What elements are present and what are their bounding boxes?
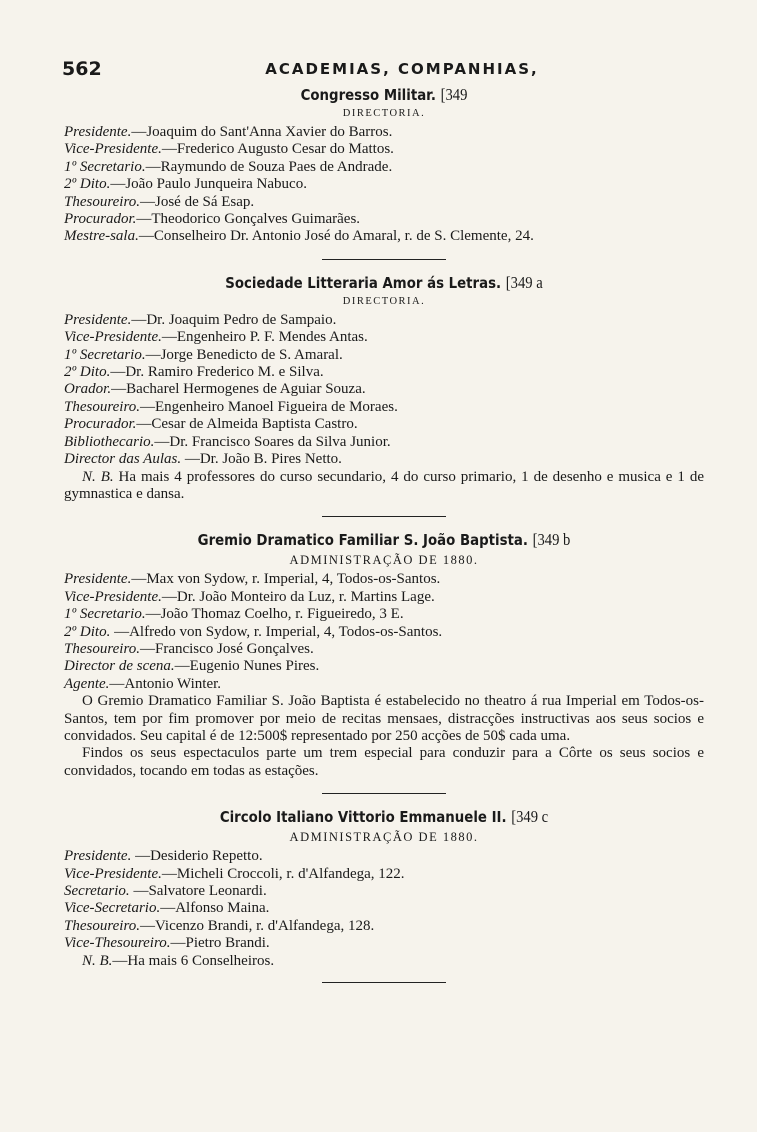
entry-line [64, 124, 704, 141]
entry-role: 2º Dito. [64, 176, 111, 193]
entry-text: —Bacharel Hermogenes de Aguiar Souza. [111, 381, 366, 398]
entry-line [64, 159, 704, 176]
entry-role: Director de scena. [64, 658, 175, 675]
section-sociedade-litteraria [64, 272, 704, 503]
entry-text: —Frederico Augusto Cesar do Mattos. [161, 141, 394, 158]
entry-role: 2º Dito. [64, 364, 111, 381]
entry-role: Procurador. [64, 211, 137, 228]
entry-role: Secretario. [64, 883, 130, 899]
page-content [64, 84, 704, 995]
entry-line [64, 624, 704, 641]
entry-role: Presidente. [64, 571, 132, 588]
entry-role: Mestre-sala. [64, 228, 139, 245]
entry-role: Presidente. [64, 848, 132, 865]
entry-text: —Dr. Ramiro Frederico M. e Silva. [110, 364, 324, 381]
entry-text: —Dr. João B. Pires Netto. [181, 451, 342, 468]
entry-text: —Antonio Winter. [109, 675, 222, 692]
entry-line [64, 658, 704, 675]
entry-line [64, 416, 704, 433]
section-title [109, 272, 659, 294]
entry-role: Presidente. [64, 311, 132, 328]
entry-text: —Conselheiro Dr. Antonio José do Amaral, r. de S. Clemente, 24. [138, 228, 534, 245]
entry-role: Thesoureiro. [64, 640, 140, 657]
section-title-text: Sociedade Litteraria Amor ás Letras. [225, 273, 502, 292]
section-title [109, 84, 659, 106]
entry-line [64, 571, 704, 588]
entry-text: —Francisco José Gonçalves. [139, 640, 314, 657]
entry-text: —Micheli Croccoli, r. d'Alfandega, 122. [161, 865, 405, 882]
entry-role: Vice-Presidente. [64, 588, 162, 605]
entry-text: —Salvatore Leonardi. [129, 883, 267, 899]
entry-text: —José de Sá Esap. [139, 193, 255, 210]
entry-text: —Pietro Brandi. [170, 935, 270, 952]
section-gremio-dramatico [64, 529, 704, 780]
entry-role: Thesoureiro. [64, 193, 140, 210]
entry-text: —Alfredo von Sydow, r. Imperial, 4, Todos-os-Santos. [110, 623, 443, 640]
entry-role: Vice-Presidente. [64, 329, 162, 346]
entry-line [64, 399, 704, 416]
entry-text: —Cesar de Almeida Baptista Castro. [136, 416, 358, 433]
section-title [109, 529, 659, 551]
section-congresso-militar [64, 84, 704, 246]
entry-text: —Engenheiro P. F. Mendes Antas. [161, 329, 368, 346]
section-circolo-italiano [64, 806, 704, 970]
section-subtitle: ADMINISTRAÇÃO DE 1880. [289, 830, 479, 845]
entry-role: 1º Secretario. [64, 606, 146, 623]
entry-role: Vice-Presidente. [64, 865, 162, 882]
entry-line [64, 381, 704, 398]
section-ref: [349 c [511, 807, 549, 827]
entry-line [64, 194, 704, 211]
note-text: —Ha mais 6 Conselheiros. [112, 952, 275, 969]
entry-role: Procurador. [64, 416, 137, 433]
entry-role: 1º Secretario. [64, 346, 146, 363]
entry-line [64, 918, 704, 935]
note-text: Ha mais 4 professores do curso secundario, 4 do curso primario, 1 de desenho e musica e 1 de gymnastica e dansa. [64, 468, 704, 502]
entry-text: —Dr. João Monteiro da Luz, r. Martins Lage. [161, 588, 435, 605]
page-header [62, 58, 702, 82]
entry-line [64, 589, 704, 606]
note-label: N. B. [82, 952, 113, 969]
section-divider [322, 259, 446, 260]
section-paragraph [64, 693, 704, 745]
entry-text: —Alfonso Maina. [160, 900, 270, 917]
entry-line [64, 228, 704, 245]
entry-line [64, 434, 704, 451]
section-ref: [349 [440, 85, 468, 104]
section-note [64, 953, 704, 970]
section-title [109, 806, 659, 828]
page-number: 562 [62, 58, 102, 80]
entry-role: 1º Secretario. [64, 158, 146, 175]
entry-line [64, 848, 704, 865]
paragraph-text: O Gremio Dramatico Familiar S. João Baptista é estabelecido no theatro á rua Imperial em Todos-os-Santos, tem por fim promover por meio de recitas mensaes, distracções instructivas aos seus socios e convidados. Seu capital é de 12:500$ representado por 250 acções de 50$ cada uma. [64, 693, 704, 744]
section-subtitle: ADMINISTRAÇÃO DE 1880. [289, 553, 479, 568]
entry-line [64, 866, 704, 883]
entry-line [64, 176, 704, 193]
section-title-text: Congresso Militar. [300, 86, 436, 104]
entry-text: —João Thomaz Coelho, r. Figueiredo, 3 E. [145, 606, 404, 623]
entry-text: —Eugenio Nunes Pires. [174, 658, 320, 675]
entry-role: Vice-Presidente. [64, 141, 162, 158]
section-divider [322, 793, 446, 794]
section-divider [322, 982, 446, 983]
entry-text: —Max von Sydow, r. Imperial, 4, Todos-os-Santos. [131, 571, 441, 588]
entry-role: Agente. [64, 675, 110, 692]
entry-line [64, 641, 704, 658]
section-paragraph [64, 745, 704, 780]
entry-line [64, 141, 704, 158]
entry-line [64, 676, 704, 693]
entry-line [64, 900, 704, 917]
entry-text: —Theodorico Gonçalves Guimarães. [136, 211, 361, 228]
entry-line [64, 312, 704, 329]
entry-text: —Desiderio Repetto. [131, 848, 263, 865]
entry-text: —Dr. Joaquim Pedro de Sampaio. [131, 311, 337, 328]
entry-line [64, 935, 704, 952]
section-subtitle: DIRECTORIA. [342, 108, 426, 119]
section-title-text: Gremio Dramatico Familiar S. João Baptista. [197, 531, 528, 550]
entry-text: —Dr. Francisco Soares da Silva Junior. [154, 433, 391, 450]
entry-line [64, 347, 704, 364]
running-title: ACADEMIAS, COMPANHIAS, [265, 60, 539, 78]
entry-line [64, 606, 704, 623]
section-ref: [349 a [505, 272, 543, 292]
entry-role: 2º Dito. [64, 623, 111, 640]
entry-role: Thesoureiro. [64, 917, 140, 934]
entry-role: Vice-Secretario. [64, 900, 161, 917]
entry-role: Director das Aulas. [64, 451, 182, 468]
section-divider [322, 516, 446, 517]
entry-text: —Jorge Benedicto de S. Amaral. [145, 346, 343, 363]
section-title-text: Circolo Italiano Vittorio Emmanuele II. [219, 808, 507, 827]
entry-text: —João Paulo Junqueira Nabuco. [110, 176, 307, 193]
entry-line [64, 451, 704, 468]
entry-line [64, 883, 704, 900]
entry-role: Orador. [64, 381, 112, 398]
entry-role: Vice-Thesoureiro. [64, 935, 171, 952]
section-subtitle: DIRECTORIA. [342, 295, 426, 307]
paragraph-text: Findos os seus espectaculos parte um trem especial para conduzir para a Côrte os seus socios e convidados, tocando em todas as estações. [64, 745, 704, 779]
entry-role: Bibliothecario. [64, 433, 155, 450]
note-label: N. B. [82, 468, 114, 485]
entry-text: —Raymundo de Souza Paes de Andrade. [145, 158, 393, 175]
entry-role: Thesoureiro. [64, 398, 140, 415]
entry-line [64, 364, 704, 381]
entry-text: —Joaquim do Sant'Anna Xavier do Barros. [131, 124, 393, 140]
section-ref: [349 b [532, 530, 571, 550]
entry-text: —Engenheiro Manoel Figueira de Moraes. [139, 398, 398, 415]
section-note [64, 469, 704, 504]
entry-role: Presidente. [64, 124, 132, 140]
entry-line [64, 211, 704, 228]
entry-line [64, 329, 704, 346]
entry-text: —Vicenzo Brandi, r. d'Alfandega, 128. [139, 917, 375, 934]
